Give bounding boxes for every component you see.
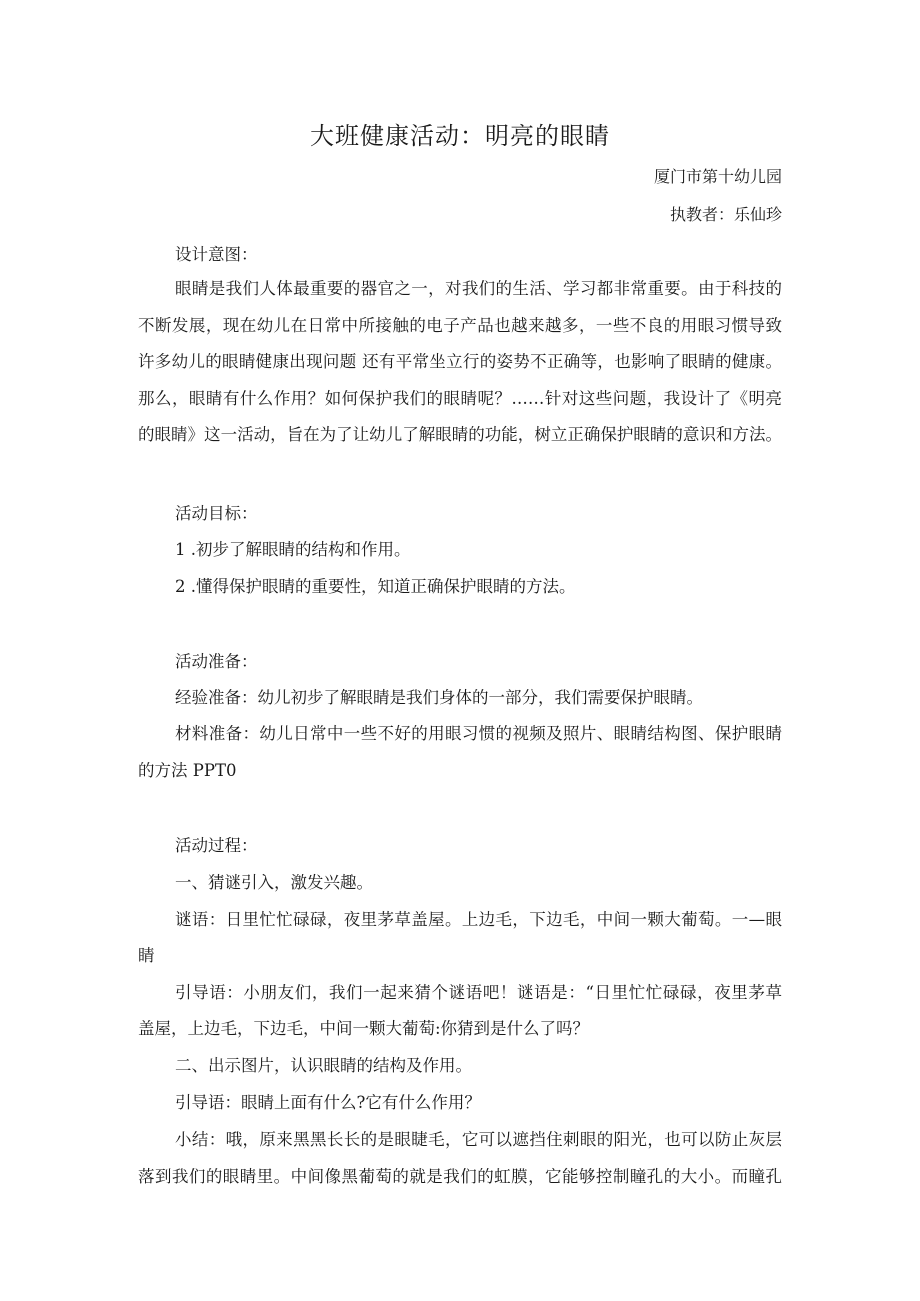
page-title: 大班健康活动：明亮的眼睛 [310,122,610,150]
guide-line: 引导语：小朋友们，我们一起来猜个谜语吧！谜语是：“日里忙忙碌碌，夜里茅草 [175,983,782,1002]
goal-item: 1 .初步了解眼睛的结构和作用。 [175,540,411,559]
guide-line: 盖屋，上边毛，下边毛，中间一颗大葡萄:你猜到是什么了吗？ [138,1019,590,1038]
process-heading: 活动过程： [175,836,258,855]
guide-line: 引导语：眼睛上面有什么?它有什么作用？ [175,1093,481,1112]
school-name: 厦门市第十幼儿园 [653,167,782,186]
design-paragraph-line: 许多幼儿的眼睛健康出现问题 还有平常坐立行的姿势不正确等，也影响了眼睛的健康。 [138,352,782,371]
prep-heading: 活动准备： [175,652,258,671]
material-prep-line: 材料准备：幼儿日常中一些不好的用眼习惯的视频及照片、眼睛结构图、保护眼睛 [175,724,782,743]
process-step: 二、出示图片，认识眼睛的结构及作用。 [175,1056,472,1075]
experience-prep: 经验准备：幼儿初步了解眼睛是我们身体的一部分，我们需要保护眼睛。 [175,688,703,707]
design-paragraph-line: 那么，眼睛有什么作用？如何保护我们的眼睛呢？……针对这些问题，我设计了《明亮 [138,389,782,408]
design-paragraph-line: 的眼睛》这一活动，旨在为了让幼儿了解眼睛的功能，树立正确保护眼睛的意识和方法。 [138,425,782,444]
design-paragraph-line: 眼睛是我们人体最重要的器官之一，对我们的生活、学习都非常重要。由于科技的 [175,279,782,298]
riddle-line: 睛 [138,946,155,965]
process-step: 一、猜谜引入，激发兴趣。 [175,873,373,892]
summary-line: 落到我们的眼睛里。中间像黑葡萄的就是我们的虹膜，它能够控制瞳孔的大小。而瞳孔 [138,1167,782,1186]
design-paragraph-line: 不断发展，现在幼儿在日常中所接触的电子产品也越来越多，一些不良的用眼习惯导致 [138,316,782,335]
riddle-line: 谜语：日里忙忙碌碌，夜里茅草盖屋。上边毛，下边毛，中间一颗大葡萄。一—眼 [175,910,782,929]
design-heading: 设计意图： [175,245,258,264]
summary-line: 小结：哦，原来黑黑长长的是眼睫毛，它可以遮挡住刺眼的阳光，也可以防止灰层 [175,1130,782,1149]
goals-heading: 活动目标： [175,504,258,523]
material-prep-line: 的方法 PPT0 [138,761,237,780]
goal-item: 2 .懂得保护眼睛的重要性，知道正确保护眼睛的方法。 [175,577,576,596]
teacher-name: 执教者：乐仙珍 [669,205,782,224]
